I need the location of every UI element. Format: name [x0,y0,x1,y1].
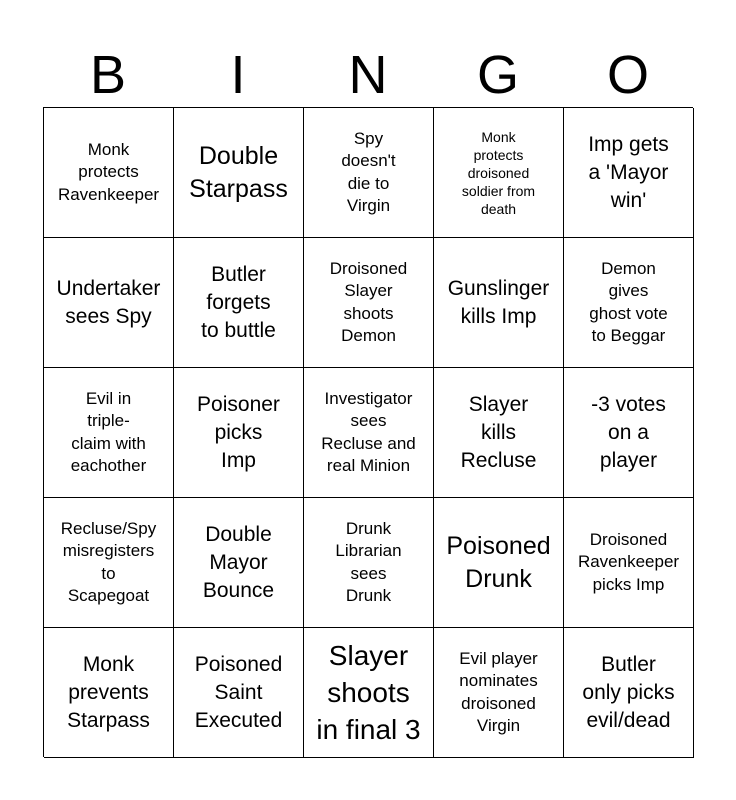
bingo-cell-r5c1[interactable] [44,628,174,758]
bingo-cell-text: Monk prevents Starpass [67,652,150,732]
bingo-cell-r4c2[interactable] [174,498,304,628]
bingo-header [43,44,693,106]
bingo-cell-r4c1[interactable] [44,498,174,628]
bingo-cell-r1c1[interactable] [44,108,174,238]
bingo-cell-text: Monk protects Ravenkeeper [57,139,160,204]
bingo-cell-text: Double Starpass [189,141,288,203]
bingo-cell-r3c2[interactable] [174,368,304,498]
bingo-cell-text: Butler forgets to buttle [201,262,276,342]
bingo-cell-r4c5[interactable] [564,498,694,628]
bingo-cell-r2c4[interactable] [434,238,564,368]
bingo-cell-text: Poisoner picks Imp [197,392,280,472]
bingo-cell-r2c3[interactable] [304,238,434,368]
bingo-cell-r5c5[interactable] [564,628,694,758]
bingo-cell-r1c3[interactable] [304,108,434,238]
bingo-cell-text: Gunslinger kills Imp [447,276,550,328]
bingo-cell-text: Monk protects droisoned soldier from death [461,128,536,217]
bingo-cell-text: Investigator sees Recluse and real Minion [321,388,416,475]
bingo-cell-text: Droisoned Slayer shoots Demon [329,258,408,345]
bingo-cell-r3c1[interactable] [44,368,174,498]
bingo-cell-r4c4[interactable] [434,498,564,628]
bingo-board [43,107,693,757]
bingo-cell-text: Spy doesn't die to Virgin [341,128,396,215]
bingo-cell-text: Imp gets a 'Mayor win' [588,132,669,212]
bingo-cell-r1c4[interactable] [434,108,564,238]
bingo-cell-text: Recluse/Spy misregisters to Scapegoat [60,518,157,605]
bingo-cell-text: Poisoned Saint Executed [194,652,283,732]
bingo-cell-text: Slayer shoots in final 3 [316,640,421,745]
header-letter-g: G [476,45,519,105]
bingo-cell-text: Drunk Librarian sees Drunk [335,518,402,605]
bingo-cell-text: Evil in triple- claim with eachother [70,388,147,475]
bingo-cell-r2c2[interactable] [174,238,304,368]
bingo-cell-r2c5[interactable] [564,238,694,368]
bingo-cell-r4c3[interactable] [304,498,434,628]
bingo-cell-text: -3 votes on a player [591,392,666,472]
bingo-cell-r3c4[interactable] [434,368,564,498]
bingo-cell-text: Butler only picks evil/dead [582,652,675,732]
bingo-cell-r5c3[interactable] [304,628,434,758]
bingo-cell-r5c2[interactable] [174,628,304,758]
header-letter-o: O [606,45,649,105]
bingo-cell-text: Slayer kills Recluse [460,392,537,472]
bingo-cell-r1c2[interactable] [174,108,304,238]
bingo-cell-r2c1[interactable] [44,238,174,368]
bingo-cell-text: Undertaker sees Spy [56,276,161,328]
bingo-cell-r5c4[interactable] [434,628,564,758]
header-letter-n: N [348,45,388,105]
bingo-cell-r3c3[interactable] [304,368,434,498]
header-letter-b: B [89,45,127,105]
bingo-cell-text: Double Mayor Bounce [202,522,275,602]
bingo-cell-r3c5[interactable] [564,368,694,498]
bingo-cell-text: Poisoned Drunk [446,531,551,593]
bingo-cell-r1c5[interactable] [564,108,694,238]
bingo-cell-text: Demon gives ghost vote to Beggar [589,258,668,345]
header-letter-i: I [230,45,246,105]
bingo-cell-text: Evil player nominates droisoned Virgin [459,648,538,735]
bingo-cell-text: Droisoned Ravenkeeper picks Imp [577,529,680,594]
